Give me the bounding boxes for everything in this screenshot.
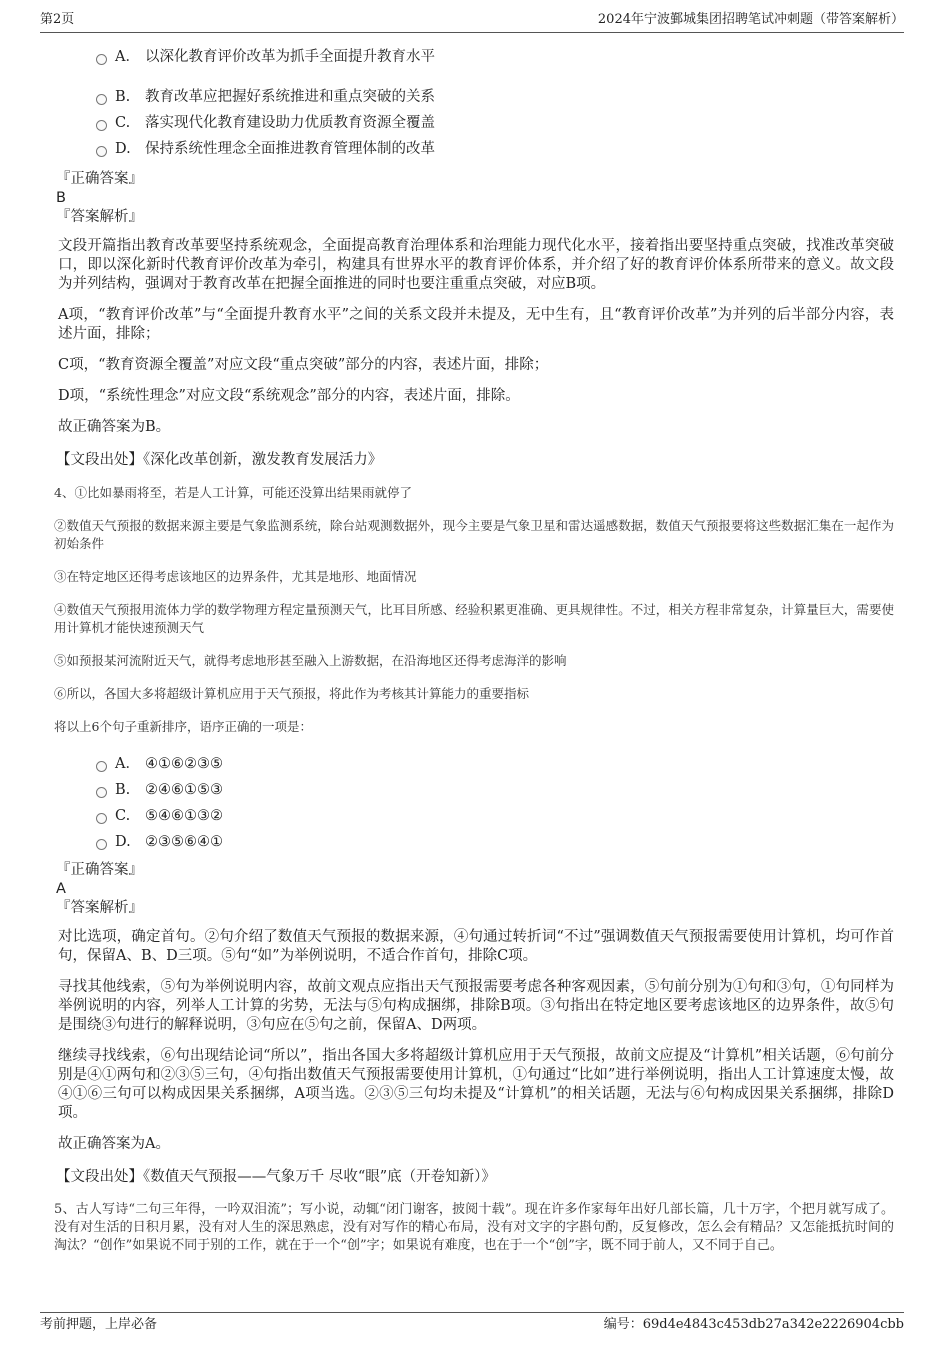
option-key: A． xyxy=(115,49,140,65)
q3-option-d[interactable] xyxy=(40,136,904,162)
q4-analysis-p3: 继续寻找线索，⑥句出现结论词“所以”，指出各国大多将超级计算机应用于天气预报，故前文应提及“计算机”相关话题，⑥句前分别是④①两句和②③⑤三句，④句指出数值天气预报需要使用计算机，①句通过“比如”进行举例说明，指出人工计算速度太慢，故④①⑥三句可以构成因果关系捆绑，A项当选。②③⑤三句均未提及“计算机”的相关话题，无法与⑥句构成因果关系捆绑，排除D项。 xyxy=(58,1048,894,1121)
q3-answer: B xyxy=(56,190,66,206)
q4-analysis-p1: 对比选项，确定首句。②句介绍了数值天气预报的数据来源，④句通过转折词“不过”强调数值天气预报需要使用计算机，均可作首句，保留A、B、D三项。⑤句“如”为举例说明，不适合作首句，排除C项。 xyxy=(58,929,894,964)
q4-source: 【文段出处】《数值天气预报——气象万千 尽收“眼”底（开卷知新）》 xyxy=(56,1169,496,1185)
option-text: 以深化教育评价改革为抓手全面提升教育水平 xyxy=(145,49,435,65)
option-text: ④①⑥②③⑤ xyxy=(145,756,223,772)
option-text: 保持系统性理念全面推进教育管理体制的改革 xyxy=(145,141,435,157)
q3-source: 【文段出处】《深化改革创新，激发教育发展活力》 xyxy=(56,452,383,468)
q3-option-a[interactable] xyxy=(40,44,904,70)
option-text: ②③⑤⑥④① xyxy=(145,834,223,850)
page-content xyxy=(40,44,904,1255)
q4-answer: A xyxy=(56,881,66,897)
radio-icon[interactable] xyxy=(96,54,107,65)
q3-analysis-label: 『答案解析』 xyxy=(56,209,143,225)
q3-analysis-p1: 文段开篇指出教育改革要坚持系统观念，全面提高教育治理体系和治理能力现代化水平，接着指出要坚持重点突破，找准改革突破口，即以深化新时代教育评价改革为牵引，构建具有世界水平的教育评价体系，并介绍了好的教育评价体系所带来的意义。故文段为并列结构，强调对于教育改革在把握全面推进的同时也要注重重点突破，对应B项。 xyxy=(58,238,894,292)
radio-icon[interactable] xyxy=(96,120,107,131)
q3-analysis-p3: C项，“教育资源全覆盖”对应文段“重点突破”部分的内容，表述片面，排除； xyxy=(58,357,549,373)
document-id: 编号：69d4e4843c453db27a342e2226904cbb xyxy=(603,1317,904,1332)
q4-analysis-p2: 寻找其他线索，⑤句为举例说明内容，故前文观点应指出天气预报需要考虑各种客观因素，⑤句前分别为①句和③句，①句同样为举例说明的内容，列举人工计算的劣势，无法与⑤句构成捆绑，排除B项。③句指出在特定地区要考虑该地区的边界条件，故⑤句是围绕③句进行的解释说明，③句应在⑤句之前，保留A、D两项。 xyxy=(58,979,894,1033)
q4-analysis-label: 『答案解析』 xyxy=(56,900,143,916)
option-key: B. xyxy=(115,89,131,105)
option-key: D. xyxy=(115,141,131,157)
q3-analysis-p4: D项，“系统性理念”对应文段“系统观念”部分的内容，表述片面，排除。 xyxy=(58,388,520,404)
q4-options xyxy=(40,751,904,855)
page-number: 第2页 xyxy=(40,12,75,27)
q4-sentence-1: 4、①比如暴雨将至，若是人工计算，可能还没算出结果雨就停了 xyxy=(54,485,412,500)
option-key: A． xyxy=(115,756,140,772)
q3-analysis-p5: 故正确答案为B。 xyxy=(58,419,171,435)
radio-icon[interactable] xyxy=(96,787,107,798)
q4-sentence-2: ②数值天气预报的数据来源主要是气象监测系统，除台站观测数据外，现今主要是气象卫星和雷达遥感数据，数值天气预报要将这些数据汇集在一起作为初始条件 xyxy=(54,518,894,551)
q4-sentence-6: ⑥所以，各国大多将超级计算机应用于天气预报，将此作为考核其计算能力的重要指标 xyxy=(54,686,530,701)
q3-option-b[interactable] xyxy=(40,84,904,110)
q3-answer-label: 『正确答案』 xyxy=(56,171,143,187)
option-text: 落实现代化教育建设助力优质教育资源全覆盖 xyxy=(145,115,435,131)
radio-icon[interactable] xyxy=(96,813,107,824)
option-key: C. xyxy=(115,808,131,824)
q4-prompt: 将以上6个句子重新排序，语序正确的一项是： xyxy=(54,719,312,734)
radio-icon[interactable] xyxy=(96,839,107,850)
q4-option-d[interactable] xyxy=(40,829,904,855)
q4-sentence-4: ④数值天气预报用流体力学的数学物理方程定量预测天气，比耳目所感、经验积累更准确、更具规律性。不过，相关方程非常复杂，计算量巨大，需要使用计算机才能快速预测天气 xyxy=(54,602,894,635)
radio-icon[interactable] xyxy=(96,146,107,157)
page-footer xyxy=(40,1312,904,1332)
page-header xyxy=(40,10,904,33)
option-text: ⑤④⑥①③② xyxy=(145,808,223,824)
radio-icon[interactable] xyxy=(96,761,107,772)
q4-option-c[interactable] xyxy=(40,803,904,829)
option-text: ②④⑥①⑤③ xyxy=(145,782,223,798)
option-key: D. xyxy=(115,834,131,850)
q3-option-c[interactable] xyxy=(40,110,904,136)
option-key: B. xyxy=(115,782,131,798)
q4-answer-label: 『正确答案』 xyxy=(56,862,143,878)
option-key: C. xyxy=(115,115,131,131)
q4-sentence-5: ⑤如预报某河流附近天气，就得考虑地形甚至融入上游数据，在沿海地区还得考虑海洋的影响 xyxy=(54,653,567,668)
q3-options xyxy=(40,44,904,162)
radio-icon[interactable] xyxy=(96,94,107,105)
q4-option-a[interactable] xyxy=(40,751,904,777)
q3-analysis-p2: A项，“教育评价改革”与“全面提升教育水平”之间的关系文段并未提及，无中生有，且“教育评价改革”为并列的后半部分内容，表述片面，排除； xyxy=(58,307,894,342)
q4-analysis-p4: 故正确答案为A。 xyxy=(58,1136,170,1152)
q4-sentence-3: ③在特定地区还得考虑该地区的边界条件，尤其是地形、地面情况 xyxy=(54,569,417,584)
option-text: 教育改革应把握好系统推进和重点突破的关系 xyxy=(145,89,435,105)
q4-option-b[interactable] xyxy=(40,777,904,803)
document-title: 2024年宁波鄞城集团招聘笔试冲刺题（带答案解析） xyxy=(597,12,904,27)
q5-text: 5、古人写诗“二句三年得，一吟双泪流”；写小说，动辄“闭门谢客，披阅十载”。现在许多作家每年出好几部长篇，几十万字，个把月就写成了。没有对生活的日积月累，没有对人生的深思熟虑，没有对写作的精心布局，没有对文字的字斟句酌，反复修改，怎么会有精品？又怎能抵抗时间的淘汰？“创作”如果说不同于别的工作，就在于一个“创”字；如果说有难度，也在于一个“创”字，既不同于前人，又不同于自己。 xyxy=(54,1202,894,1253)
footer-slogan: 考前押题，上岸必备 xyxy=(40,1317,158,1332)
